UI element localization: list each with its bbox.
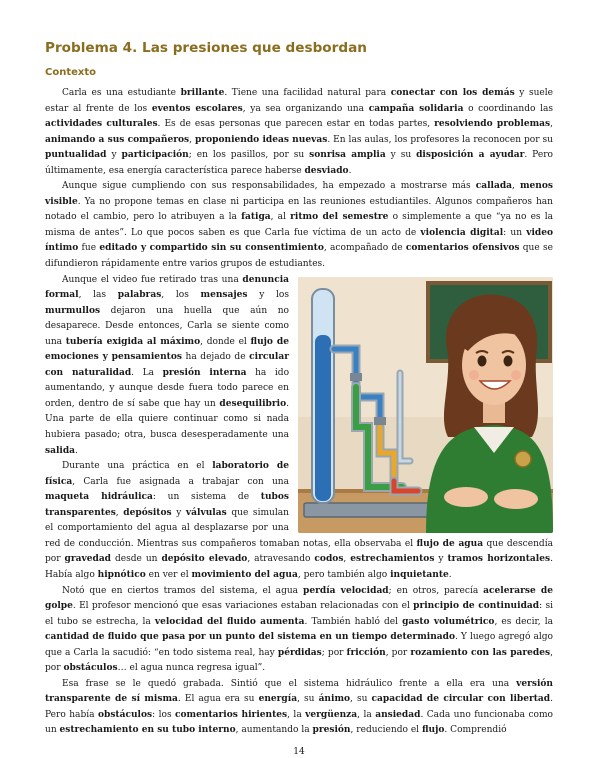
body-run: . Y luego agregó algo que a Carla la sacudió: “en todo sistema real, hay xyxy=(45,632,553,658)
body-run: ; en los pasillos, por su xyxy=(188,150,310,161)
emphasis-text: sonrisa amplia xyxy=(309,150,386,161)
emphasis-text: velocidad del fluido aumenta xyxy=(154,616,305,627)
body-run: , Carla fue asignada a trabajar con una xyxy=(72,476,289,487)
body-run: . xyxy=(348,165,352,176)
emphasis-text: energía xyxy=(258,694,298,705)
body-run: Aunque el video fue retirado tras una xyxy=(62,274,243,285)
emphasis-text: presión xyxy=(312,725,351,736)
emphasis-text: tubería exigida al máximo xyxy=(65,336,201,347)
body-run: . Una parte de ella quiere continuar como si nada hubiera pasado; otra, busca desesperadamente una xyxy=(45,398,289,441)
emphasis-text: participación xyxy=(121,150,189,161)
emphasis-text: hipnótico xyxy=(97,569,146,580)
body-run: y los xyxy=(247,290,289,301)
body-run: , acompañado de xyxy=(323,243,406,254)
emphasis-text: versión transparente de sí misma xyxy=(45,678,553,705)
emphasis-text: disposición a ayudar xyxy=(416,150,525,161)
body-run: , pero también algo xyxy=(297,569,391,580)
body-run: , su xyxy=(350,694,372,705)
body-run: y xyxy=(434,554,448,565)
body-run: , xyxy=(343,554,351,565)
emphasis-text: ánimo xyxy=(318,694,351,705)
emphasis-text: tramos horizontales xyxy=(447,554,551,565)
emphasis-text: puntualidad xyxy=(45,150,107,161)
document-page xyxy=(45,0,553,758)
body-run: . Tiene una facilidad natural para xyxy=(224,88,391,98)
emphasis-text: ansiedad xyxy=(375,709,421,720)
body-run: , su xyxy=(297,694,319,705)
body-run: , xyxy=(115,507,124,518)
body-run: Aunque sigue cumpliendo con sus responsabilidades, ha empezado a mostrarse más xyxy=(62,181,476,192)
body-run: , atravesando xyxy=(247,554,315,565)
paragraph-6 xyxy=(45,677,553,739)
body-run: desde un xyxy=(111,554,162,565)
page-title: Problema 4. Las presiones que desbordan xyxy=(45,40,367,56)
body-run: , aumentando la xyxy=(235,725,313,736)
body-run: o coordinando las xyxy=(463,103,554,114)
emphasis-text: gasto volumétrico xyxy=(402,616,495,627)
emphasis-text: movimiento del agua xyxy=(191,569,298,580)
body-run: , xyxy=(550,119,553,130)
body-run: , ya sea organizando una xyxy=(242,103,369,114)
emphasis-text: resolviendo problemas xyxy=(434,119,551,130)
body-run: , la xyxy=(357,709,376,720)
emphasis-text: obstáculos xyxy=(97,709,153,720)
emphasis-text: laboratorio de física xyxy=(45,461,289,487)
body-run: : si el tubo se estrecha, la xyxy=(45,601,553,627)
body-run: , es decir, la xyxy=(494,616,553,627)
body-run: , xyxy=(512,181,520,192)
emphasis-text: depósito elevado xyxy=(161,554,248,565)
paragraph-2 xyxy=(45,179,553,272)
emphasis-text: acelerarse de golpe xyxy=(45,585,553,612)
body-run: . Comprendió xyxy=(444,725,507,736)
body-run: . Pero había xyxy=(45,694,553,720)
emphasis-text: principio de continuidad xyxy=(413,601,540,612)
body-run: . Pero últimamente, esa energía característica parece haberse xyxy=(45,150,553,176)
body-run: en ver el xyxy=(145,569,192,580)
emphasis-text: desviado xyxy=(304,165,349,176)
emphasis-text: animando a sus compañeros xyxy=(45,134,190,145)
paragraph-1 xyxy=(45,86,553,179)
emphasis-text: estrechamiento en su tubo interno xyxy=(59,725,236,736)
body-run: Notó que en ciertos tramos del sistema, el agua xyxy=(62,585,304,596)
body-run: . Ya no propone temas en clase ni participa en las reuniones estudiantiles. Algunos compañeros han notado el cambio, pero lo atribuyen a la xyxy=(45,196,553,223)
emphasis-text: violencia digital xyxy=(420,227,504,238)
emphasis-text: circular con naturalidad xyxy=(45,352,289,378)
emphasis-text: codos xyxy=(314,554,344,565)
body-run: Durante una práctica en el xyxy=(62,461,213,472)
emphasis-text: flujo de emociones y pensamientos xyxy=(45,336,289,363)
body-run: Esa frase se le quedó grabada. Sintió que el sistema hidráulico frente a ella era una xyxy=(62,678,517,689)
emphasis-text: comentarios ofensivos xyxy=(405,243,520,254)
illustration-svg xyxy=(298,277,553,533)
emphasis-text: fatiga xyxy=(241,212,271,223)
emphasis-text: actividades culturales xyxy=(45,119,158,130)
emphasis-text: eventos escolares xyxy=(151,103,243,114)
emphasis-text: obstáculos xyxy=(63,663,118,674)
body-run: : los xyxy=(152,709,176,720)
body-run: Carla es una estudiante xyxy=(62,88,181,98)
emphasis-text: gravedad xyxy=(64,554,112,565)
body-run: . El agua era su xyxy=(177,694,259,705)
body-run: que se difundieron rápidamente entre varios grupos de estudiantes. xyxy=(45,243,553,270)
emphasis-text: perdía velocidad xyxy=(303,585,389,596)
body-run: fue xyxy=(78,243,100,254)
illustration-student-hydraulic-model xyxy=(298,277,553,533)
emphasis-text: denuncia formal xyxy=(45,274,289,301)
body-run: . xyxy=(448,569,452,580)
emphasis-text: estrechamientos xyxy=(350,554,435,565)
body-run: : un xyxy=(503,227,527,238)
emphasis-text: maqueta hidráulica xyxy=(45,492,153,503)
body-run: , las xyxy=(78,290,118,301)
body-run: , la xyxy=(287,709,306,720)
emphasis-text: palabras xyxy=(117,290,162,301)
body-run: . También habló del xyxy=(304,616,403,627)
paragraph-5 xyxy=(45,584,553,677)
body-run: , por xyxy=(45,647,553,674)
emphasis-text: pérdidas xyxy=(277,647,322,658)
body-run: . En las aulas, los profesores la reconocen por su xyxy=(327,134,554,145)
emphasis-text: flujo de agua xyxy=(416,538,484,549)
body-run: ha dejado de xyxy=(181,352,250,363)
emphasis-text: flujo xyxy=(421,725,445,736)
emphasis-text: ritmo del semestre xyxy=(290,212,389,223)
body-run: . Había algo xyxy=(45,554,553,580)
emphasis-text: tubos transparentes xyxy=(45,492,289,518)
emphasis-text: depósitos xyxy=(123,507,172,518)
emphasis-text: mensajes xyxy=(200,290,248,301)
body-run: . El profesor mencionó que esas variaciones estaban relacionadas con el xyxy=(72,601,414,612)
body-run: ; por xyxy=(321,647,347,658)
body-run: , al xyxy=(270,212,291,223)
emphasis-text: inquietante xyxy=(390,569,449,580)
emphasis-text: menos visible xyxy=(45,181,553,207)
emphasis-text: comentarios hirientes xyxy=(175,709,288,720)
emphasis-text: rozamiento con las paredes xyxy=(410,647,551,658)
emphasis-text: callada xyxy=(475,181,513,192)
emphasis-text: desequilibrio xyxy=(219,398,287,409)
section-heading: Contexto xyxy=(45,67,96,78)
body-run: , por xyxy=(385,647,411,658)
body-run: que simulan el comportamiento del agua al desplazarse por una red de conducción. Mientras sus compañeros tomaban notas, ella observaba el xyxy=(45,507,417,549)
body-run: dejaron una huella que aún no desaparece. Desde entonces, Carla se siente como una xyxy=(45,305,289,347)
body-text xyxy=(45,86,553,739)
body-run: . Es de esas personas que parecen estar en todas partes, xyxy=(157,119,435,130)
body-run: , xyxy=(189,134,196,145)
body-run: . xyxy=(75,445,78,456)
body-run: , reduciendo el xyxy=(350,725,422,736)
body-run: … el agua nunca regresa igual”. xyxy=(117,663,266,674)
body-run: y xyxy=(106,150,122,161)
body-run: y suele estar al frente de los xyxy=(45,88,554,114)
body-run: ha ido aumentando, y aunque desde fuera todo parece en orden, dentro de sí sabe que hay un xyxy=(45,367,290,409)
emphasis-text: brillante xyxy=(180,88,225,98)
emphasis-text: campaña solidaria xyxy=(368,103,464,114)
body-run: . Cada uno funcionaba como un xyxy=(45,709,553,736)
emphasis-text: fricción xyxy=(346,647,386,658)
emphasis-text: murmullos xyxy=(45,305,101,316)
body-run: y xyxy=(171,507,186,518)
page-number: 14 xyxy=(293,747,305,757)
emphasis-text: válvulas xyxy=(185,507,227,518)
emphasis-text: editado y compartido sin su consentimiento xyxy=(99,243,324,254)
body-run: , los xyxy=(161,290,201,301)
emphasis-text: salida xyxy=(45,445,76,456)
emphasis-text: proponiendo ideas nuevas xyxy=(195,134,328,145)
emphasis-text: capacidad de circular con libertad xyxy=(371,694,551,705)
body-run: : un sistema de xyxy=(152,492,261,503)
emphasis-text: presión interna xyxy=(162,367,247,378)
emphasis-text: conectar con los demás xyxy=(390,88,515,98)
body-run: ; en otros, parecía xyxy=(388,585,484,596)
body-run: que descendía por xyxy=(45,538,553,565)
body-run: , donde el xyxy=(200,336,251,347)
body-run: . La xyxy=(131,367,163,378)
body-run: y su xyxy=(385,150,417,161)
emphasis-text: vergüenza xyxy=(305,709,358,720)
emphasis-text: video íntimo xyxy=(45,227,553,254)
body-run: o simplemente a que “ya no es la misma de antes”. Lo que pocos saben es que Carla fue víctima de un acto de xyxy=(45,212,553,238)
emphasis-text: cantidad de fluido que pasa por un punto del sistema en un tiempo determinado xyxy=(45,632,455,643)
